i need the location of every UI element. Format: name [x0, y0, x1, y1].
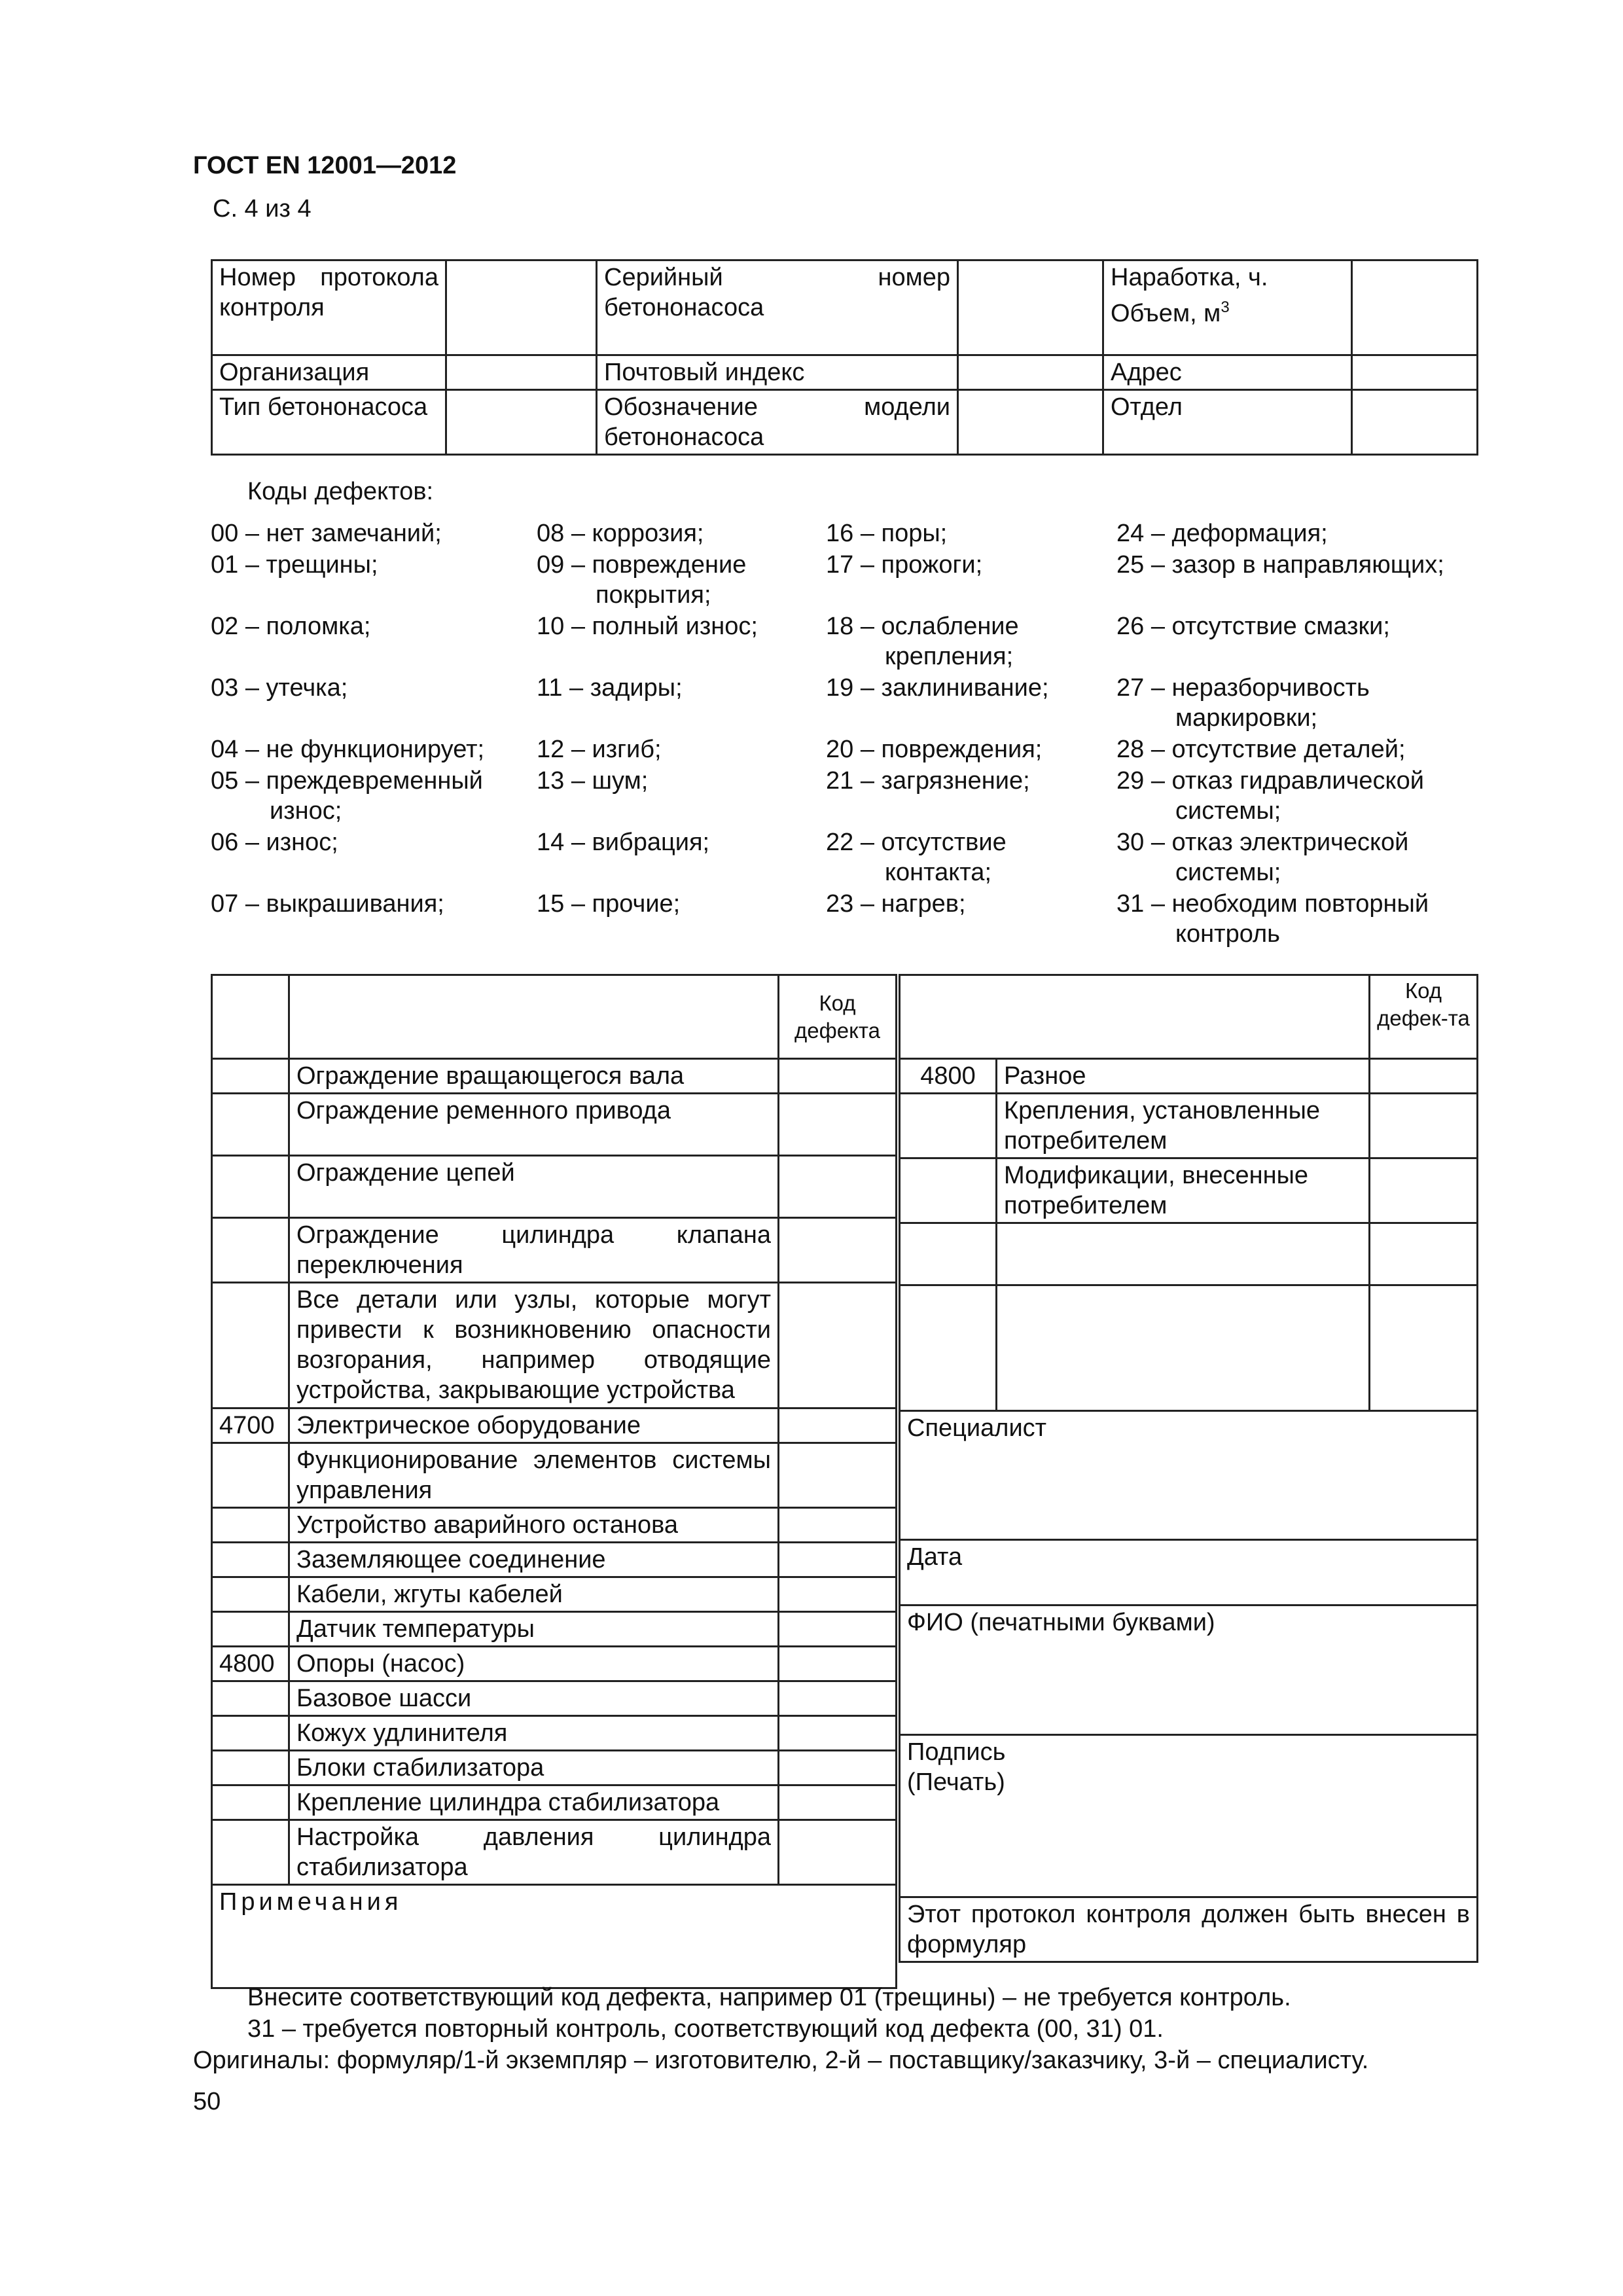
volume-label: Объем, $м^3$ [1111, 298, 1230, 327]
notes-label[interactable]: Примечания [212, 1885, 897, 1988]
defect-code-item [537, 889, 758, 950]
defect-code-item [211, 766, 484, 827]
row-section-number [212, 1751, 289, 1785]
row-defect-code-field[interactable] [1370, 1285, 1478, 1411]
defect-code-text: 10 – полный износ; [537, 613, 758, 640]
defect-code-text: 02 – поломка; [211, 613, 371, 640]
defect-code-continuation: системы; [1175, 859, 1281, 886]
table-row [212, 1716, 897, 1751]
defect-code-text: 09 – повреждение [537, 551, 747, 579]
row-defect-code-field[interactable] [1370, 1158, 1478, 1223]
row-section-number: 4800 [212, 1647, 289, 1681]
pump-type-value[interactable] [446, 390, 597, 455]
defect-code-item [1116, 889, 1444, 950]
defect-code-text: 25 – зазор в направляющих; [1116, 551, 1444, 579]
table-row [212, 1156, 897, 1218]
defect-code-item [211, 673, 484, 734]
defect-code-item [537, 766, 758, 827]
formular-note: Этот протокол контроля должен быть внесен в формуляр [900, 1897, 1478, 1962]
department-label: Отдел [1103, 390, 1352, 455]
row-item-label: Кабели, жгуты кабелей [289, 1577, 779, 1612]
inspection-table-left [211, 974, 897, 1989]
defect-code-item [826, 734, 1049, 766]
defect-code-item [1116, 518, 1444, 550]
row-defect-code-field[interactable] [779, 1443, 897, 1508]
defect-code-text: 03 – утечка; [211, 674, 348, 702]
row-item-label: Кожух удлинителя [289, 1716, 779, 1751]
row-section-number [212, 1820, 289, 1885]
right-header-item [900, 975, 1370, 1059]
row-defect-code-field[interactable] [779, 1408, 897, 1443]
defect-code-text: 20 – повреждения; [826, 736, 1043, 763]
row-item-label: Крепления, установленные потребителем [997, 1094, 1370, 1158]
defect-code-item [1116, 673, 1444, 734]
cubic-superscript: 3 [1221, 298, 1230, 316]
table-row [212, 1785, 897, 1820]
specialist-field[interactable]: Специалист [900, 1411, 1478, 1540]
defect-code-item [1116, 827, 1444, 889]
defect-code-text: 16 – поры; [826, 520, 948, 547]
table-row [212, 1647, 897, 1681]
signature-label: Подпись [907, 1738, 1006, 1766]
row-defect-code-field[interactable] [779, 1681, 897, 1716]
protocol-info-table [211, 259, 1478, 456]
row-section-number [900, 1094, 997, 1158]
defect-code-item [1116, 611, 1444, 673]
row-section-number [900, 1223, 997, 1285]
row-defect-code-field[interactable] [779, 1094, 897, 1156]
row-defect-code-field[interactable] [779, 1612, 897, 1647]
defect-code-continuation: покрытия; [596, 581, 711, 609]
department-value[interactable] [1352, 390, 1478, 455]
hours-label: Наработка, ч. [1111, 264, 1268, 291]
table-row [900, 1285, 1478, 1411]
row-item-label: Крепление цилиндра стабилизатора [289, 1785, 779, 1820]
defect-code-item [211, 611, 484, 673]
address-value[interactable] [1352, 355, 1478, 390]
full-name-field[interactable]: ФИО (печатными буквами) [900, 1605, 1478, 1735]
row-section-number [212, 1785, 289, 1820]
row-item-label: Электрическое оборудование [289, 1408, 779, 1443]
defect-code-text: 04 – не функционирует; [211, 736, 485, 763]
row-defect-code-field[interactable] [779, 1716, 897, 1751]
stamp-label: (Печать) [907, 1768, 1005, 1796]
protocol-number-label: Номер протокола контроля [212, 260, 446, 355]
row-item-label: Опоры (насос) [289, 1647, 779, 1681]
defect-code-text: 11 – задиры; [537, 674, 683, 702]
table-row [212, 1612, 897, 1647]
defect-code-text: 27 – неразборчивость [1116, 674, 1370, 702]
row-item-label: Датчик температуры [289, 1612, 779, 1647]
table-row [900, 1094, 1478, 1158]
table-row [212, 1577, 897, 1612]
defect-code-text: 17 – прожоги; [826, 551, 983, 579]
defect-code-item [211, 889, 484, 950]
row-defect-code-field[interactable] [779, 1508, 897, 1543]
row-item-label: Все детали или узлы, которые могут привести к возникновению опасности возгорания, например отводящие устройства, закрывающие устройства [289, 1283, 779, 1408]
defect-code-item [826, 673, 1049, 734]
row-item-label: Ограждение вращающегося вала [289, 1059, 779, 1094]
pump-model-value[interactable] [958, 390, 1103, 455]
defect-code-text: 30 – отказ электрической [1116, 829, 1409, 856]
row-section-number [212, 1059, 289, 1094]
row-item-label: Ограждение ременного привода [289, 1094, 779, 1156]
page-indicator: С. 4 из 4 [213, 195, 312, 223]
defect-code-text: 26 – отсутствие смазки; [1116, 613, 1390, 640]
defect-code-text: 24 – деформация; [1116, 520, 1328, 547]
defect-code-text: 29 – отказ гидравлической [1116, 767, 1424, 795]
protocol-number-value[interactable] [446, 260, 597, 355]
row-defect-code-field[interactable] [779, 1059, 897, 1094]
row-section-number [900, 1285, 997, 1411]
row-section-number [212, 1094, 289, 1156]
row-item-label [997, 1285, 1370, 1411]
defect-code-item [537, 611, 758, 673]
serial-number-label: Серийный номер бетононасоса [597, 260, 958, 355]
table-row [900, 1059, 1478, 1094]
defect-code-text: 01 – трещины; [211, 551, 378, 579]
table-row [212, 1094, 897, 1156]
defect-codes-column [211, 518, 484, 950]
address-label: Адрес [1103, 355, 1352, 390]
row-section-number [212, 1543, 289, 1577]
defect-code-continuation: контроль [1175, 920, 1280, 948]
row-section-number [212, 1218, 289, 1283]
right-code-header: Код дефек-та [1370, 975, 1478, 1059]
postcode-value[interactable] [958, 355, 1103, 390]
row-defect-code-field[interactable] [779, 1751, 897, 1785]
table-row [212, 1681, 897, 1716]
defect-code-text: 06 – износ; [211, 829, 338, 856]
defect-code-text: 05 – преждевременный [211, 767, 483, 795]
row-item-label: Ограждение цилиндра клапана переключения [289, 1218, 779, 1283]
defect-code-item [826, 550, 1049, 611]
table-row [212, 1508, 897, 1543]
defect-code-item [211, 550, 484, 611]
defect-code-item [537, 518, 758, 550]
row-defect-code-field[interactable] [779, 1785, 897, 1820]
row-section-number [900, 1158, 997, 1223]
row-defect-code-field[interactable] [1370, 1223, 1478, 1285]
defect-code-continuation: системы; [1175, 797, 1281, 825]
defect-code-text: 18 – ослабление [826, 613, 1019, 640]
defect-code-item [537, 550, 758, 611]
row-section-number: 4700 [212, 1408, 289, 1443]
defect-codes-column [537, 518, 758, 950]
row-defect-code-field[interactable] [779, 1543, 897, 1577]
defect-code-item [826, 827, 1049, 889]
row-item-label: Модификации, внесенные потребителем [997, 1158, 1370, 1223]
row-defect-code-field[interactable] [779, 1283, 897, 1408]
table-row [212, 1059, 897, 1094]
table-row [900, 1158, 1478, 1223]
table-row [212, 1283, 897, 1408]
defect-code-text: 12 – изгиб; [537, 736, 662, 763]
defect-code-item [211, 734, 484, 766]
inspection-table-right [899, 974, 1478, 1963]
row-defect-code-field[interactable] [779, 1647, 897, 1681]
defect-code-item [211, 518, 484, 550]
row-item-label: Устройство аварийного останова [289, 1508, 779, 1543]
row-defect-code-field[interactable] [779, 1820, 897, 1885]
table-row [900, 1223, 1478, 1285]
organization-value[interactable] [446, 355, 597, 390]
table-row [212, 1443, 897, 1508]
row-item-label: Базовое шасси [289, 1681, 779, 1716]
pump-type-label: Тип бетононасоса [212, 390, 446, 455]
defect-codes-title: Коды дефектов: [247, 478, 434, 505]
defect-code-text: 22 – отсутствие [826, 829, 1007, 856]
row-item-label: Настройка давления цилиндра стабилизатора [289, 1820, 779, 1885]
defect-code-text: 07 – выкрашивания; [211, 890, 444, 918]
row-section-number [212, 1443, 289, 1508]
row-item-label: Функционирование элементов системы управления [289, 1443, 779, 1508]
footer-note-line1: Внесите соответствующий код дефекта, например 01 (трещины) – не требуется контроль. [247, 1984, 1291, 2011]
pump-model-label: Обозначение модели бетононасоса [597, 390, 958, 455]
left-code-header: Код дефекта [779, 975, 897, 1059]
row-item-label: Заземляющее соединение [289, 1543, 779, 1577]
signature-field[interactable] [900, 1735, 1478, 1897]
defect-code-item [826, 889, 1049, 950]
defect-code-continuation: крепления; [885, 643, 1014, 670]
defect-code-item [1116, 766, 1444, 827]
row-defect-code-field[interactable] [779, 1218, 897, 1283]
row-item-label: Блоки стабилизатора [289, 1751, 779, 1785]
defect-code-text: 08 – коррозия; [537, 520, 704, 547]
row-defect-code-field[interactable] [1370, 1059, 1478, 1094]
footer-note-line3: Оригиналы: формуляр/1-й экземпляр – изготовителю, 2-й – поставщику/заказчику, 3-й – специалисту. [193, 2047, 1369, 2074]
postcode-label: Почтовый индекс [597, 355, 958, 390]
defect-code-item [537, 827, 758, 889]
defect-code-text: 19 – заклинивание; [826, 674, 1049, 702]
defect-code-item [826, 766, 1049, 827]
defect-code-text: 21 – загрязнение; [826, 767, 1030, 795]
defect-code-text: 15 – прочие; [537, 890, 681, 918]
defect-codes-column [1116, 518, 1444, 950]
defect-codes-column [826, 518, 1049, 950]
row-section-number [212, 1716, 289, 1751]
table-row [212, 1820, 897, 1885]
hours-volume-label [1103, 260, 1352, 355]
defect-code-item [826, 611, 1049, 673]
defect-code-continuation: износ; [270, 797, 342, 825]
defect-code-text: 31 – необходим повторный [1116, 890, 1429, 918]
organization-label: Организация [212, 355, 446, 390]
page-number: 50 [193, 2088, 221, 2115]
defect-code-text: 23 – нагрев; [826, 890, 966, 918]
defect-code-text: 14 – вибрация; [537, 829, 710, 856]
table-row [212, 1218, 897, 1283]
row-defect-code-field[interactable] [779, 1577, 897, 1612]
defect-code-item [211, 827, 484, 889]
table-row [212, 1543, 897, 1577]
footer-note-line2: 31 – требуется повторный контроль, соответствующий код дефекта (00, 31) 01. [247, 2015, 1164, 2043]
row-section-number [212, 1612, 289, 1647]
document-title: ГОСТ EN 12001—2012 [193, 152, 457, 179]
table-row [212, 1408, 897, 1443]
defect-code-text: 00 – нет замечаний; [211, 520, 442, 547]
row-item-label: Ограждение цепей [289, 1156, 779, 1218]
defect-code-item [1116, 550, 1444, 611]
defect-code-item [1116, 734, 1444, 766]
row-defect-code-field[interactable] [779, 1156, 897, 1218]
table-row [212, 1751, 897, 1785]
row-item-label: Разное [997, 1059, 1370, 1094]
row-section-number [212, 1508, 289, 1543]
serial-number-value[interactable] [958, 260, 1103, 355]
defect-code-item [537, 734, 758, 766]
row-section-number [212, 1681, 289, 1716]
row-section-number [212, 1283, 289, 1408]
row-defect-code-field[interactable] [1370, 1094, 1478, 1158]
defect-code-item [537, 673, 758, 734]
left-header-item [289, 975, 779, 1059]
defect-code-item [826, 518, 1049, 550]
row-item-label [997, 1223, 1370, 1285]
defect-code-text: 13 – шум; [537, 767, 649, 795]
defect-code-continuation: маркировки; [1175, 704, 1318, 732]
row-section-number [212, 1156, 289, 1218]
left-header-num [212, 975, 289, 1059]
date-field[interactable]: Дата [900, 1540, 1478, 1605]
row-section-number: 4800 [900, 1059, 997, 1094]
hours-volume-value[interactable] [1352, 260, 1478, 355]
row-section-number [212, 1577, 289, 1612]
defect-code-text: 28 – отсутствие деталей; [1116, 736, 1406, 763]
defect-code-continuation: контакта; [885, 859, 992, 886]
